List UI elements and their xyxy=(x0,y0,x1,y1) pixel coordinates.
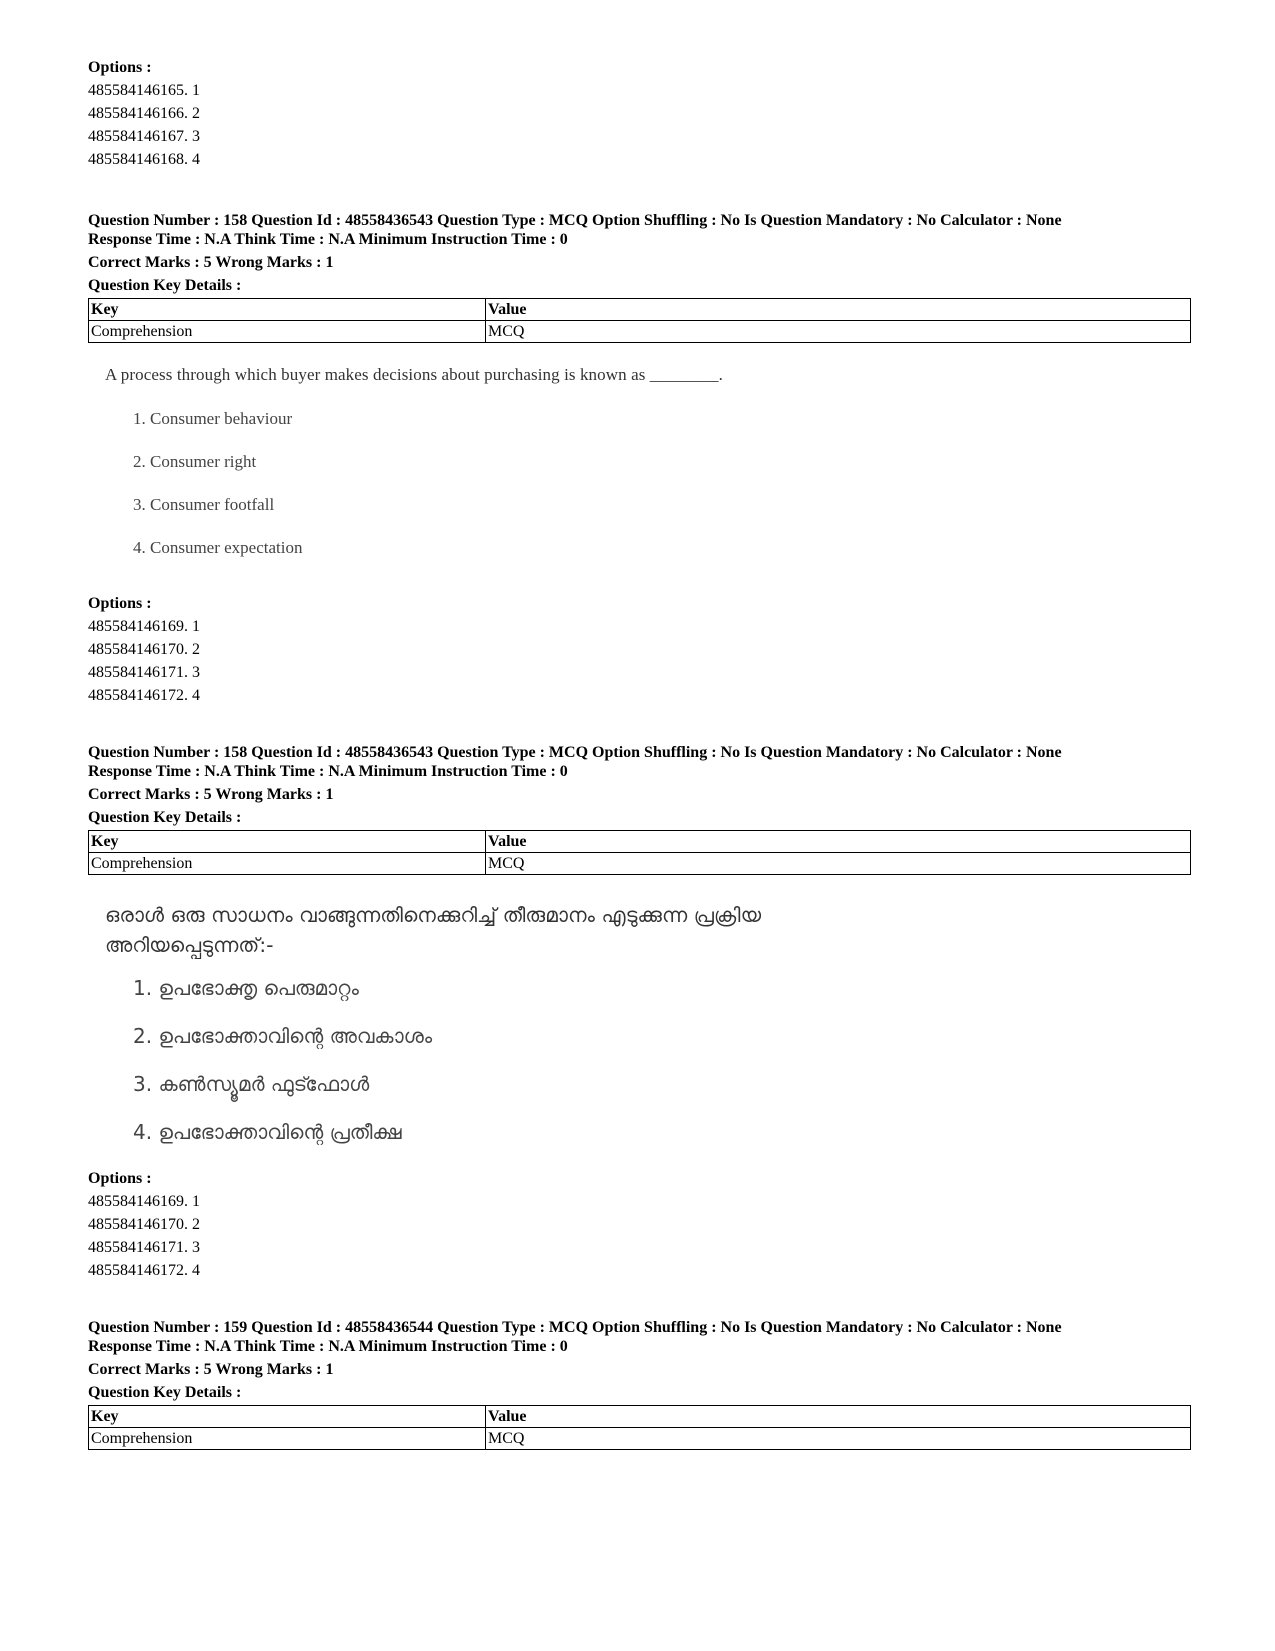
option-line: 485584146172. 4 xyxy=(88,687,200,704)
marks-line: Correct Marks : 5 Wrong Marks : 1 xyxy=(88,1361,334,1378)
table-header-value: Value xyxy=(486,299,1191,321)
choice-item: 4. ഉപഭോക്താവിന്റെ പ്രതീക്ഷ xyxy=(133,1120,402,1144)
key-details-table xyxy=(88,298,1191,343)
key-details-label: Question Key Details : xyxy=(88,1384,242,1401)
key-details-label: Question Key Details : xyxy=(88,809,242,826)
choice-item: 1. Consumer behaviour xyxy=(133,409,293,428)
option-line: 485584146170. 2 xyxy=(88,641,200,658)
question-meta-line1: Question Number : 158 Question Id : 48558436543 Question Type : MCQ Option Shuffling : No Is Question Mandatory : No Calculator : None xyxy=(88,212,1062,229)
table-header-value: Value xyxy=(486,1406,1191,1428)
question-meta-line2: Response Time : N.A Think Time : N.A Minimum Instruction Time : 0 xyxy=(88,1338,568,1355)
table-cell-key: Comprehension xyxy=(89,853,486,875)
question-text: A process through which buyer makes decisions about purchasing is known as ________. xyxy=(105,365,723,384)
question-image-english xyxy=(105,365,723,557)
option-line: 485584146170. 2 xyxy=(88,1216,200,1233)
choice-item: 3. Consumer footfall xyxy=(133,495,275,514)
marks-line: Correct Marks : 5 Wrong Marks : 1 xyxy=(88,786,334,803)
option-line: 485584146171. 3 xyxy=(88,1239,200,1256)
option-line: 485584146169. 1 xyxy=(88,618,200,635)
choice-item: 3. കൺസ്യൂമർ ഫുട്ഫോൾ xyxy=(133,1072,370,1096)
table-header-value: Value xyxy=(486,831,1191,853)
choice-item: 1. ഉപഭോക്തൃ പെരുമാറ്റം xyxy=(133,976,359,1000)
table-header-key: Key xyxy=(89,1406,486,1428)
question-text-line1: ഒരാൾ ഒരു സാധനം വാങ്ങുന്നതിനെക്കുറിച്ച് തീരുമാനം എടുക്കുന്ന പ്രക്രിയ xyxy=(105,903,762,927)
table-cell-key: Comprehension xyxy=(89,321,486,343)
key-details-label: Question Key Details : xyxy=(88,277,242,294)
question-meta-line1: Question Number : 158 Question Id : 48558436543 Question Type : MCQ Option Shuffling : No Is Question Mandatory : No Calculator : None xyxy=(88,744,1062,761)
choice-item: 4. Consumer expectation xyxy=(133,538,303,557)
key-details-table xyxy=(88,830,1191,875)
table-cell-value: MCQ xyxy=(486,853,1191,875)
table-header-key: Key xyxy=(89,299,486,321)
question-meta-line2: Response Time : N.A Think Time : N.A Minimum Instruction Time : 0 xyxy=(88,231,568,248)
option-line: 485584146165. 1 xyxy=(88,82,200,99)
options-label: Options : xyxy=(88,595,152,612)
choice-item: 2. ഉപഭോക്താവിന്റെ അവകാശം xyxy=(133,1024,433,1048)
option-line: 485584146168. 4 xyxy=(88,151,200,168)
option-line: 485584146166. 2 xyxy=(88,105,200,122)
table-cell-value: MCQ xyxy=(486,1428,1191,1450)
question-meta-line2: Response Time : N.A Think Time : N.A Minimum Instruction Time : 0 xyxy=(88,763,568,780)
table-cell-key: Comprehension xyxy=(89,1428,486,1450)
marks-line: Correct Marks : 5 Wrong Marks : 1 xyxy=(88,254,334,271)
option-line: 485584146169. 1 xyxy=(88,1193,200,1210)
option-line: 485584146172. 4 xyxy=(88,1262,200,1279)
question-image-malayalam xyxy=(105,900,762,1144)
key-details-table xyxy=(88,1405,1191,1450)
choice-item: 2. Consumer right xyxy=(133,452,257,471)
options-label: Options : xyxy=(88,59,152,76)
option-line: 485584146171. 3 xyxy=(88,664,200,681)
question-text-line2: അറിയപ്പെടുന്നത്:- xyxy=(105,933,274,957)
options-label: Options : xyxy=(88,1170,152,1187)
option-line: 485584146167. 3 xyxy=(88,128,200,145)
table-header-key: Key xyxy=(89,831,486,853)
question-meta-line1: Question Number : 159 Question Id : 48558436544 Question Type : MCQ Option Shuffling : No Is Question Mandatory : No Calculator : None xyxy=(88,1319,1062,1336)
table-cell-value: MCQ xyxy=(486,321,1191,343)
